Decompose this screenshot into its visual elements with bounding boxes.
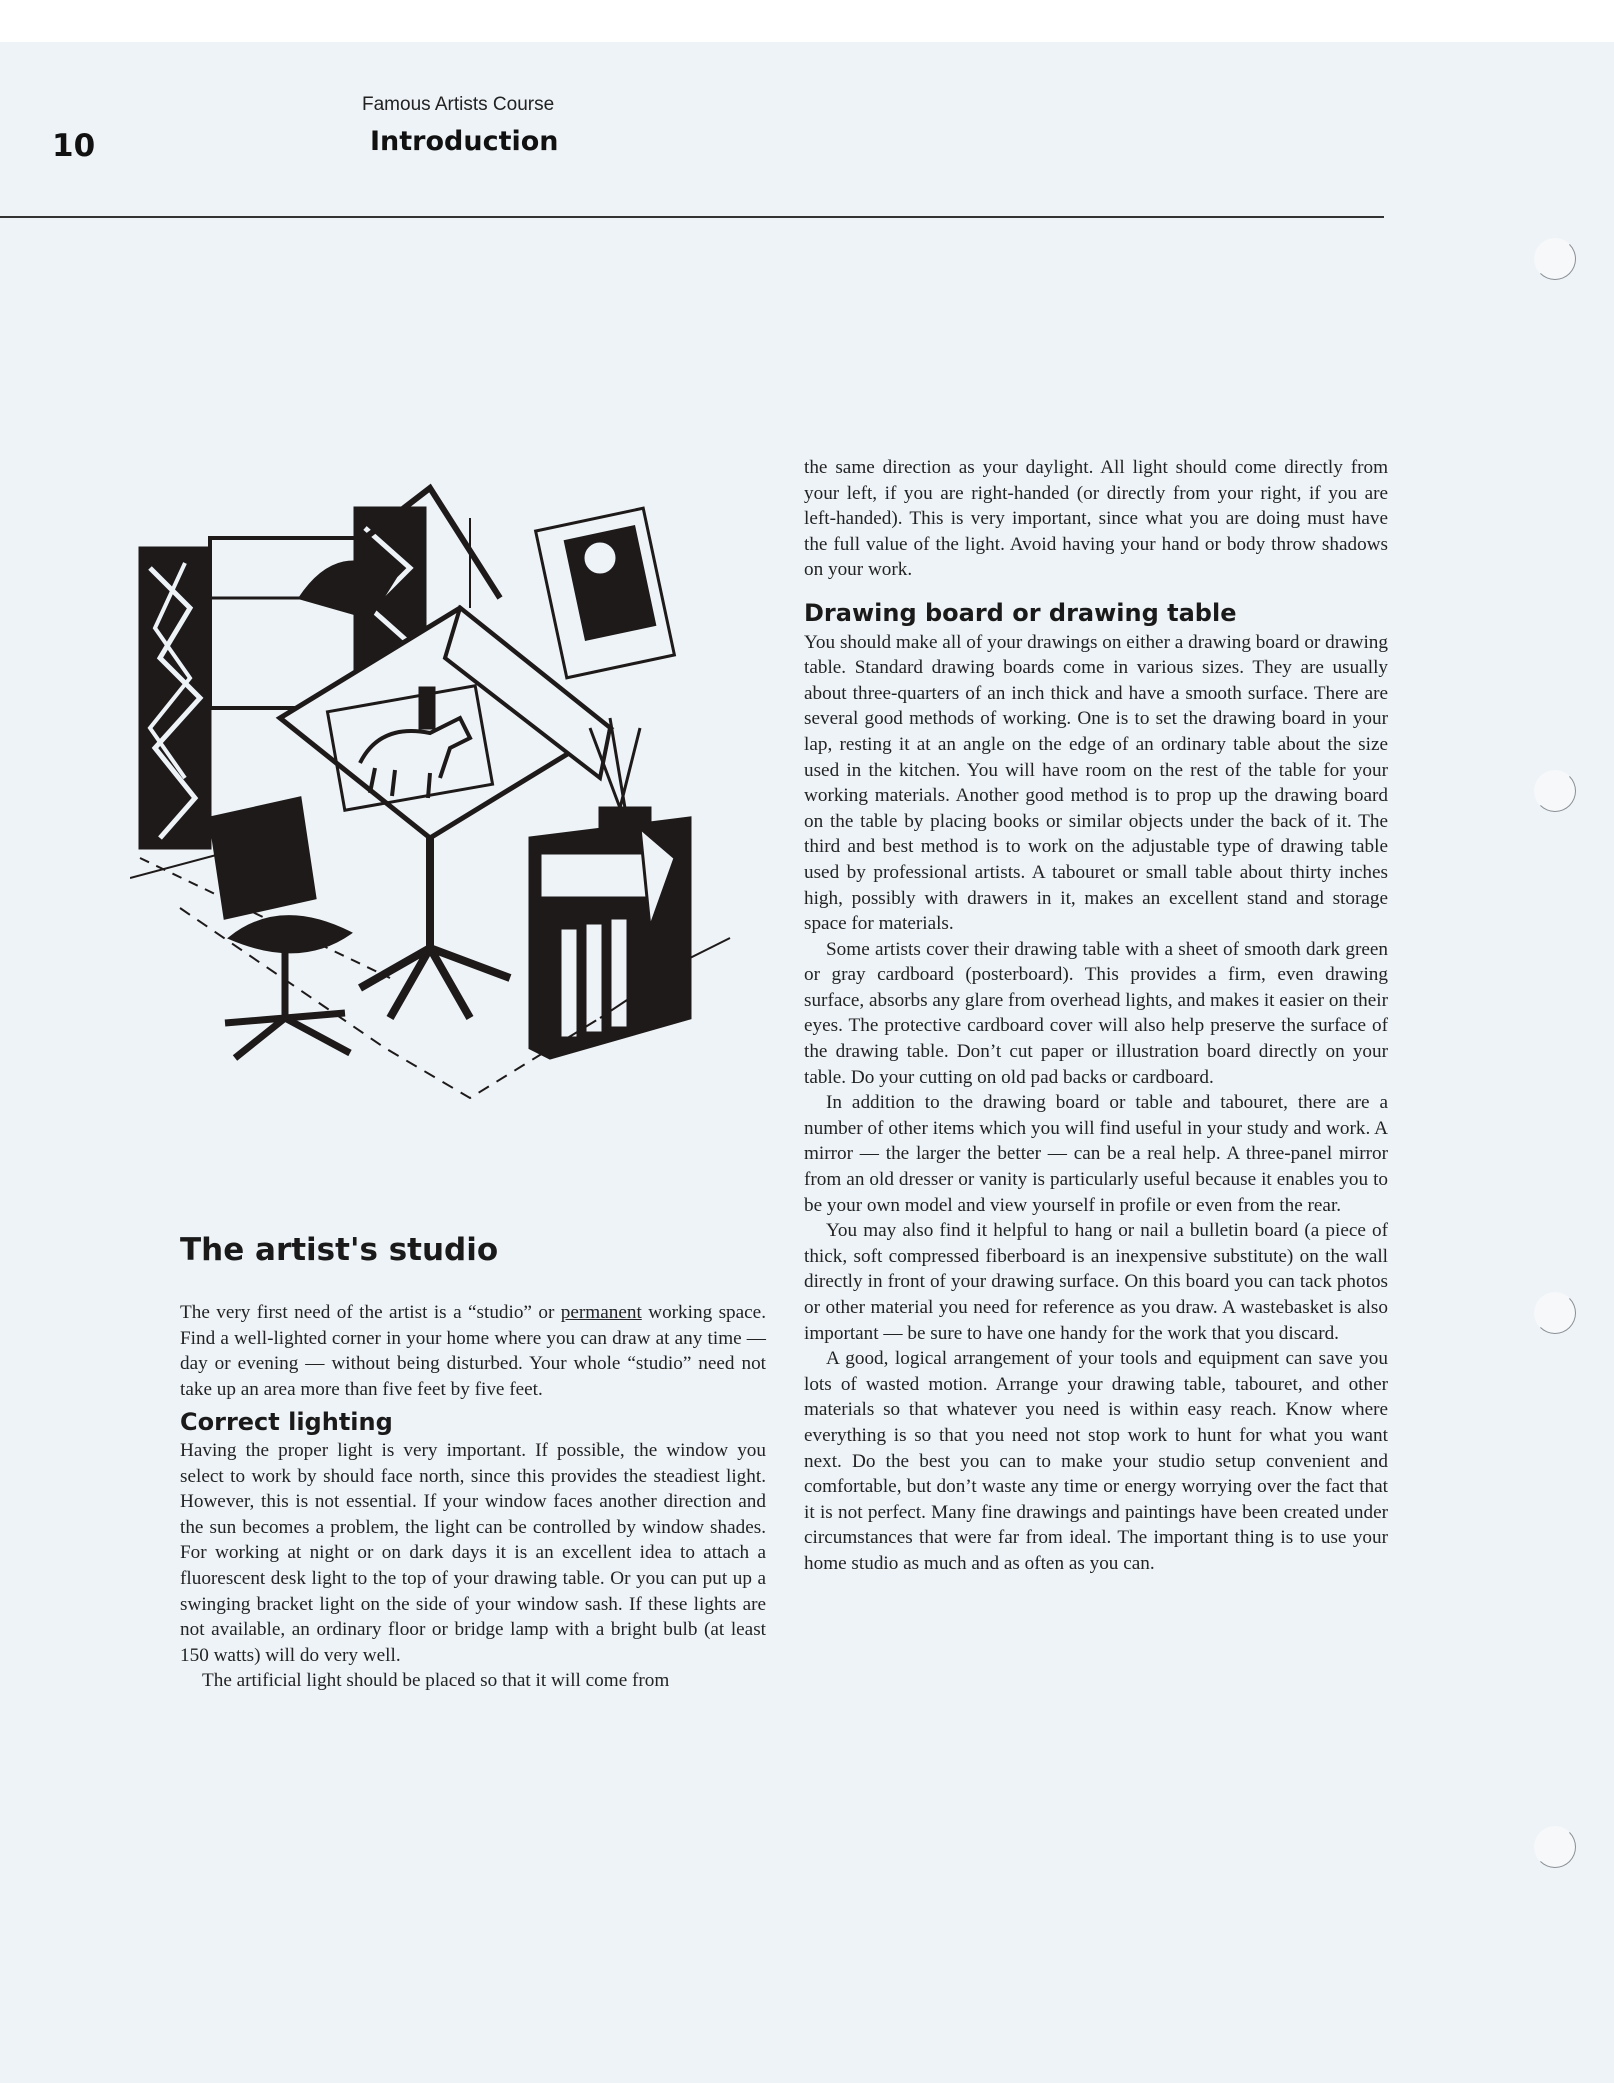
heading-drawing-board: Drawing board or drawing table <box>804 598 1237 627</box>
studio-text-a: The very first need of the artist is a “studio” or <box>180 1302 561 1323</box>
lighting-paragraph-3: the same direction as your daylight. All light should come directly from your left, if you are right-handed (or directly from your right, if you are left-handed). This is very important, since what you are doing must have the full value of the light. Avoid having your hand or body throw shadows on your work. <box>804 457 1388 581</box>
lighting-paragraph-2: The artificial light should be placed so that it will come from <box>202 1670 670 1692</box>
page-number: 10 <box>52 128 96 164</box>
heading-correct-lighting: Correct lighting <box>180 1408 393 1437</box>
heading-artists-studio: The artist's studio <box>180 1232 499 1268</box>
drawing-board-paragraph-1: You should make all of your drawings on either a drawing board or drawing table. Standard drawing boards come in various sizes. They are usually about three-quarters of an inch thick and have a smooth surface. There are several good methods of working. One is to set the drawing board in your lap, resting it at an angle on the edge of an ordinary table about the size used in the kitchen. You will have room on the rest of the table for your working materials. Another good method is to prop up the drawing board on the table by placing books or similar objects under the back of it. The third and best method is to work on the adjustable type of drawing table used by professional artists. A tabouret or small table about thirty inches high, possibly with drawers in it, makes an excellent stand and storage space for materials. <box>804 631 1388 935</box>
drawing-board-paragraph-5: A good, logical arrangement of your tools and equipment can save you lots of wasted motion. Arrange your drawing table, tabouret, and other materials so that whatever you need is within easy reach. Know where everything is so that you need not stop work to hunt for what you want next. Do the best you can to make your studio setup convenient and comfortable, but don’t waste any time or energy worrying over the fact that it is not perfect. Many fine drawings and paintings have been created under circumstances that were far from ideal. The important thing is to use your home studio as much and as often as you can. <box>804 1348 1388 1574</box>
binder-hole-icon <box>1534 238 1576 280</box>
artist-studio-illustration <box>130 478 790 1128</box>
studio-text-b: working space. Find a well-lighted corner in your home where you can draw at any time — day or evening — without being disturbed. Your whole “studio” need not take up an area more than five feet by five feet. <box>180 1302 766 1400</box>
lighting-paragraph-1: Having the proper light is very important. If possible, the window you select to work by should face north, since this provides the steadiest light. However, this is not essential. If your window faces another direction and the sun becomes a problem, the light can be controlled by window shades. For working at night or on dark days it is an excellent idea to attach a fluorescent desk light to the top of your drawing table. Or you can put up a swinging bracket light on the side of your window sash. If these lights are not available, an ordinary floor or bridge lamp with a bright bulb (at least 150 watts) will do very well. <box>180 1439 766 1666</box>
drawing-board-paragraph-4: You may also find it helpful to hang or nail a bulletin board (a piece of thick, soft compressed fiberboard is an inexpensive substitute) on the wall directly in front of your drawing surface. On this board you can tack photos or other material you need for reference as you draw. A wastebasket is also important — be sure to have one handy for the work that you discard. <box>804 1220 1388 1344</box>
right-column <box>804 455 1388 1577</box>
section-title: Introduction <box>370 126 559 157</box>
studio-text-underlined: permanent <box>560 1302 642 1323</box>
left-column <box>180 1300 766 1694</box>
drawing-board-paragraph-2: Some artists cover their drawing table with a sheet of smooth dark green or gray cardboard (posterboard). This provides a firm, even drawing surface, absorbs any glare from overhead lights, and makes it easier on their eyes. The protective cardboard cover will also help preserve the surface of the drawing table. Don’t cut paper or illustration board directly on your table. Do your cutting on old pad backs or cardboard. <box>804 938 1388 1088</box>
header-rule <box>0 216 1384 218</box>
course-name: Famous Artists Course <box>362 94 555 115</box>
binder-hole-icon <box>1534 770 1576 812</box>
studio-paragraph <box>180 1300 766 1402</box>
binder-hole-icon <box>1534 1826 1576 1868</box>
drawing-board-paragraph-3: In addition to the drawing board or table and tabouret, there are a number of other items which you will find useful in your study and work. A mirror — the larger the better — can be a real help. A three-panel mirror from an old dresser or vanity is particularly useful because it enables you to be your own model and view yourself in profile or even from the rear. <box>804 1092 1388 1216</box>
scan-top-margin <box>0 0 1614 42</box>
binder-hole-icon <box>1534 1292 1576 1334</box>
